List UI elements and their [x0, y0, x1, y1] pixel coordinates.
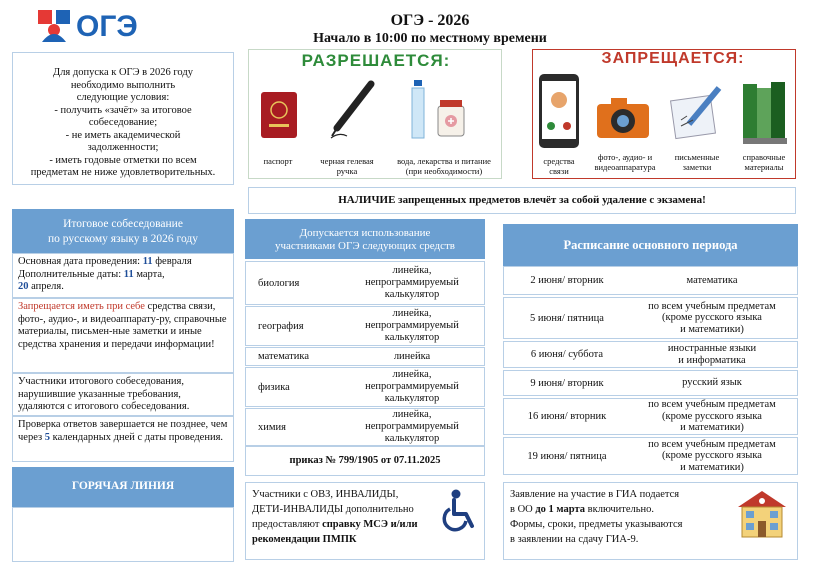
wheelchair-icon [442, 489, 480, 535]
aids-row [245, 306, 485, 346]
logo-icon [36, 8, 72, 44]
aids-subject: география [258, 320, 304, 332]
schedule-subject: иностранные языки и информатика [667, 343, 757, 366]
water-medicine-icon [404, 76, 474, 141]
passport-icon [259, 90, 299, 140]
aids-row [245, 347, 485, 366]
schedule-row [503, 297, 798, 339]
allowed-item-pen: черная гелевая ручка [320, 156, 374, 176]
page-title: ОГЭ - 2026 [390, 12, 470, 29]
schedule-subject: по всем учебным предметам (кроме русского языка и математики) [648, 399, 776, 434]
schedule-date: 9 июня/ вторник [530, 377, 604, 389]
allowed-item-water: вода, лекарства и питание (при необходимости) [397, 156, 491, 176]
schedule-row [503, 266, 798, 295]
aids-row [245, 367, 485, 407]
aids-row [245, 408, 485, 446]
schedule-subject: математика [686, 274, 738, 286]
aids-allowed-tools: линейка [393, 350, 431, 362]
aids-subject: математика [258, 351, 309, 362]
aids-allowed-tools: линейка, непрограммируемый калькулятор [365, 308, 459, 343]
schedule-row [503, 341, 798, 368]
interview-dates: Основная дата проведения: 11 февраля Дополнительные даты: 11 марта, 20 апреля. [12, 253, 234, 298]
forbidden-panel [532, 49, 796, 179]
disabled-box: Участники с ОВЗ, ИНВАЛИДЫ, ДЕТИ-ИНВАЛИДЫ дополнительно предоставляют справку МСЭ и/или рекомендации ПМПК [245, 482, 485, 560]
aids-subject: химия [258, 421, 286, 433]
admission-box: Для допуска к ОГЭ в 2026 году необходимо выполнить следующие условия: - получить «зачёт» за итоговое собеседование; - не иметь академической задолженности; - иметь годовые отметки по всем предметам не ниже удовлетворительных. [12, 52, 234, 185]
schedule-subject: русский язык [682, 377, 742, 389]
phone-icon [537, 72, 581, 150]
allowed-panel [248, 49, 502, 179]
schedule-date: 5 июня/ пятница [530, 312, 604, 324]
hotline-body [12, 507, 234, 562]
interview-title: Итоговое собеседование по русскому языку в 2026 году [12, 209, 234, 253]
aids-order: приказ № 799/1905 от 07.11.2025 [245, 446, 485, 476]
aids-title: Допускается использование участниками ОГЭ следующих средств [245, 219, 485, 259]
forbidden-item-books: справочные материалы [742, 152, 786, 172]
interview-check: Проверка ответов завершается не позднее, чем через 5 календарных дней с даты проведения. [12, 416, 234, 462]
aids-subject: физика [258, 381, 290, 393]
schedule-title: Расписание основного периода [503, 224, 798, 266]
schedule-subject: по всем учебным предметам (кроме русского языка и математики) [648, 300, 776, 335]
hotline-title: ГОРЯЧАЯ ЛИНИЯ [12, 467, 234, 507]
schedule-row [503, 370, 798, 396]
interview-violators: Участники итогового собеседования, нарушившие указанные требования, удаляются с итогового собеседования. [12, 373, 234, 416]
schedule-row [503, 437, 798, 475]
forbidden-item-phone: средства связи [543, 156, 575, 176]
aids-allowed-tools: линейка, непрограммируемый калькулятор [365, 409, 459, 444]
aids-row [245, 261, 485, 305]
school-icon [736, 489, 788, 539]
interview-forbidden: Запрещается иметь при себе средства связи, фото-, аудио-, и видеоаппарату-ру, справочные материалы, письмен-ные заметки и иные средства хранения и передачи информации! [12, 298, 234, 373]
warning-bold: НАЛИЧИЕ [338, 194, 396, 206]
books-icon [739, 78, 791, 146]
aids-allowed-tools: линейка, непрограммируемый калькулятор [365, 265, 459, 300]
forbidden-item-camera: фото-, аудио- и видеоаппаратура [594, 152, 656, 172]
schedule-date: 2 июня/ вторник [530, 275, 604, 286]
schedule-date: 19 июня/ пятница [527, 450, 607, 462]
camera-icon [595, 96, 651, 140]
page-subtitle: Начало в 10:00 по местному времени [313, 31, 547, 46]
schedule-row [503, 398, 798, 435]
forbidden-item-notes: письменные заметки [674, 152, 720, 172]
schedule-date: 16 июня/ вторник [527, 411, 607, 422]
warning-text: запрещенных предметов влечёт за собой удаление с экзамена! [395, 194, 706, 206]
logo-text: ОГЭ [76, 10, 138, 43]
allowed-title: РАЗРЕШАЕТСЯ: [301, 51, 451, 70]
notes-icon [667, 84, 725, 142]
application-box: Заявление на участие в ГИА подается в ОО до 1 марта включительно. Формы, сроки, предметы указываются в заявлении на сдачу ГИА-9. [503, 482, 798, 560]
warning-banner [248, 187, 796, 214]
schedule-date: 6 июня/ суббота [530, 349, 604, 360]
forbidden-title: ЗАПРЕЩАЕТСЯ: [601, 50, 745, 67]
pen-icon [327, 80, 377, 140]
allowed-item-passport: паспорт [263, 156, 293, 166]
logo [36, 8, 146, 44]
schedule-subject: по всем учебным предметам (кроме русского языка и математики) [648, 438, 776, 473]
aids-subject: биология [258, 277, 300, 289]
aids-allowed-tools: линейка, непрограммируемый калькулятор [365, 369, 459, 404]
